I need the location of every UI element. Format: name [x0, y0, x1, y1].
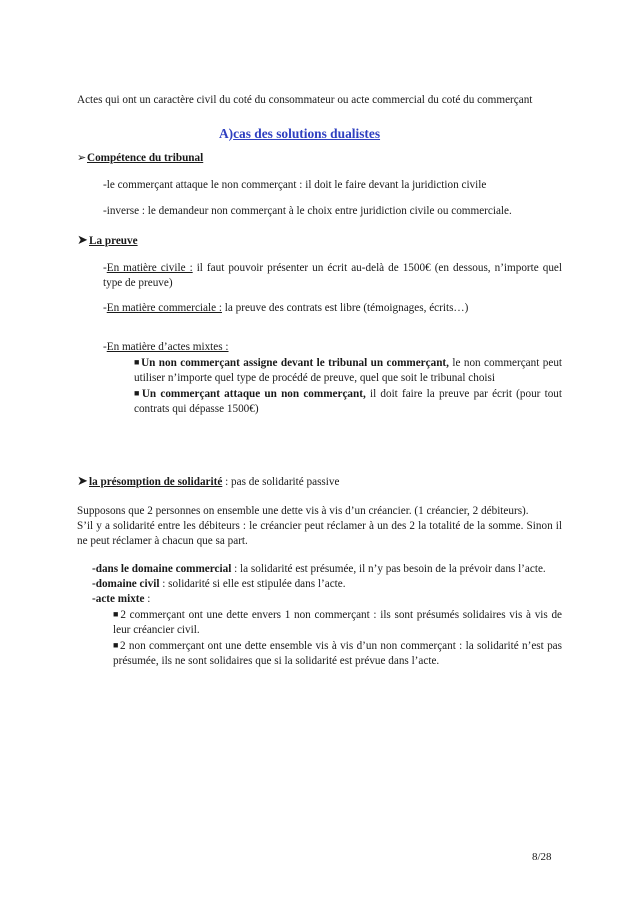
intro-paragraph: Actes qui ont un caractère civil du coté du consommateur ou acte commercial du coté du commerçant: [77, 94, 533, 106]
preuve-b2-text: il doit faire la preuve par écrit (pour tout contrats qui dépasse 1500€): [134, 388, 563, 415]
preuve-commerciale-text: la preuve des contrats est libre (témoignages, écrits…): [221, 302, 469, 314]
solidarite-mixte: [92, 592, 562, 607]
preuve-mixtes-label: En matière d’actes mixtes :: [106, 341, 229, 353]
solidarite-mixte-label: -acte mixte: [92, 593, 145, 605]
solidarite-m1: 2 commerçant ont une dette envers 1 non commerçant : ils sont présumés solidaires vis à vis de leur créancier civil.: [113, 609, 562, 636]
solidarite-para-2: S’il y a solidarité entre les débiteurs : le créancier peut réclamer à un des 2 la totalité de la somme. Sinon il ne peut réclamer à chacun que sa part.: [77, 520, 562, 547]
solidarite-m2: 2 non commerçant ont une dette ensemble vis à vis d’un non commerçant : la solidarité n’est pas présumée, ils ne sont solidaires que si la solidarité est prévue dans l’acte.: [113, 640, 562, 667]
document-page: [77, 93, 562, 669]
competence-heading: Compétence du tribunal: [87, 152, 204, 164]
square-bullet-icon: ■: [113, 609, 120, 619]
section-title: [77, 126, 562, 141]
arrow-bullet-icon: ➤: [77, 473, 88, 488]
preuve-mixtes: -En matière d’actes mixtes :: [103, 341, 229, 353]
preuve-commerciale-label: En matière commerciale :: [106, 302, 222, 314]
solidarite-commercial-text: : la solidarité est présumée, il n’y pas besoin de la prévoir dans l’acte.: [231, 563, 546, 575]
preuve-mixtes-bullet-2: [134, 386, 562, 417]
solidarite-civil-label: -domaine civil: [92, 578, 160, 590]
preuve-civile: -En matière civile : il faut pouvoir présenter un écrit au-delà de 1500€ (en dessous, n’importe quel type de preuve): [103, 262, 562, 289]
preuve-b2-bold: Un commerçant attaque un non commerçant,: [141, 388, 366, 400]
square-bullet-icon: ■: [113, 640, 119, 650]
solidarite-heading-tail: : pas de solidarité passive: [222, 476, 340, 488]
section-title-text: cas des solutions dualistes: [233, 126, 381, 141]
competence-para-2: -inverse : le demandeur non commerçant à le choix entre juridiction civile ou commerciale.: [103, 205, 512, 217]
competence-para-1: -le commerçant attaque le non commerçant : il doit le faire devant la juridiction civile: [103, 179, 487, 191]
solidarite-mixte-bullet-2: [113, 638, 562, 669]
solidarite-heading: la présomption de solidarité: [89, 476, 223, 488]
preuve-b1-text: le non commerçant peut utiliser n’importe quel type de procédé de preuve, quel que soit le tribunal choisi: [134, 357, 563, 384]
preuve-commerciale: -En matière commerciale : la preuve des contrats est libre (témoignages, écrits…): [103, 302, 469, 314]
competence-heading-line: [77, 151, 562, 166]
preuve-civile-label: En matière civile :: [106, 262, 193, 274]
solidarite-civil: [92, 577, 562, 592]
preuve-civile-text: il faut pouvoir présenter un écrit au-delà de 1500€ (en dessous, n’importe quel type de preuve): [103, 262, 562, 289]
arrow-bullet-icon: ➤: [77, 232, 88, 247]
solidarite-commercial-label: -dans le domaine commercial: [92, 563, 232, 575]
page-number: 8/28: [532, 851, 552, 863]
arrow-bullet-icon: ➢: [77, 152, 87, 164]
preuve-heading: La preuve: [89, 235, 138, 247]
preuve-heading-line: [77, 232, 562, 249]
solidarite-para-1: Supposons que 2 personnes on ensemble une dette vis à vis d’un créancier. (1 créancier, 2 débiteurs).: [77, 505, 529, 517]
solidarite-mixte-bullet-1: [113, 607, 562, 638]
solidarite-civil-text: : solidarité si elle est stipulée dans l’acte.: [159, 578, 346, 590]
solidarite-commercial: [92, 562, 562, 577]
square-bullet-icon: ■: [134, 388, 141, 398]
preuve-b1-bold: Un non commerçant assigne devant le tribunal un commerçant,: [141, 357, 449, 369]
square-bullet-icon: ■: [134, 357, 141, 367]
solidarite-heading-line: [77, 473, 562, 490]
solidarite-mixte-text: :: [144, 593, 151, 605]
section-title-prefix: A): [218, 126, 234, 141]
preuve-mixtes-bullet-1: [134, 355, 562, 386]
